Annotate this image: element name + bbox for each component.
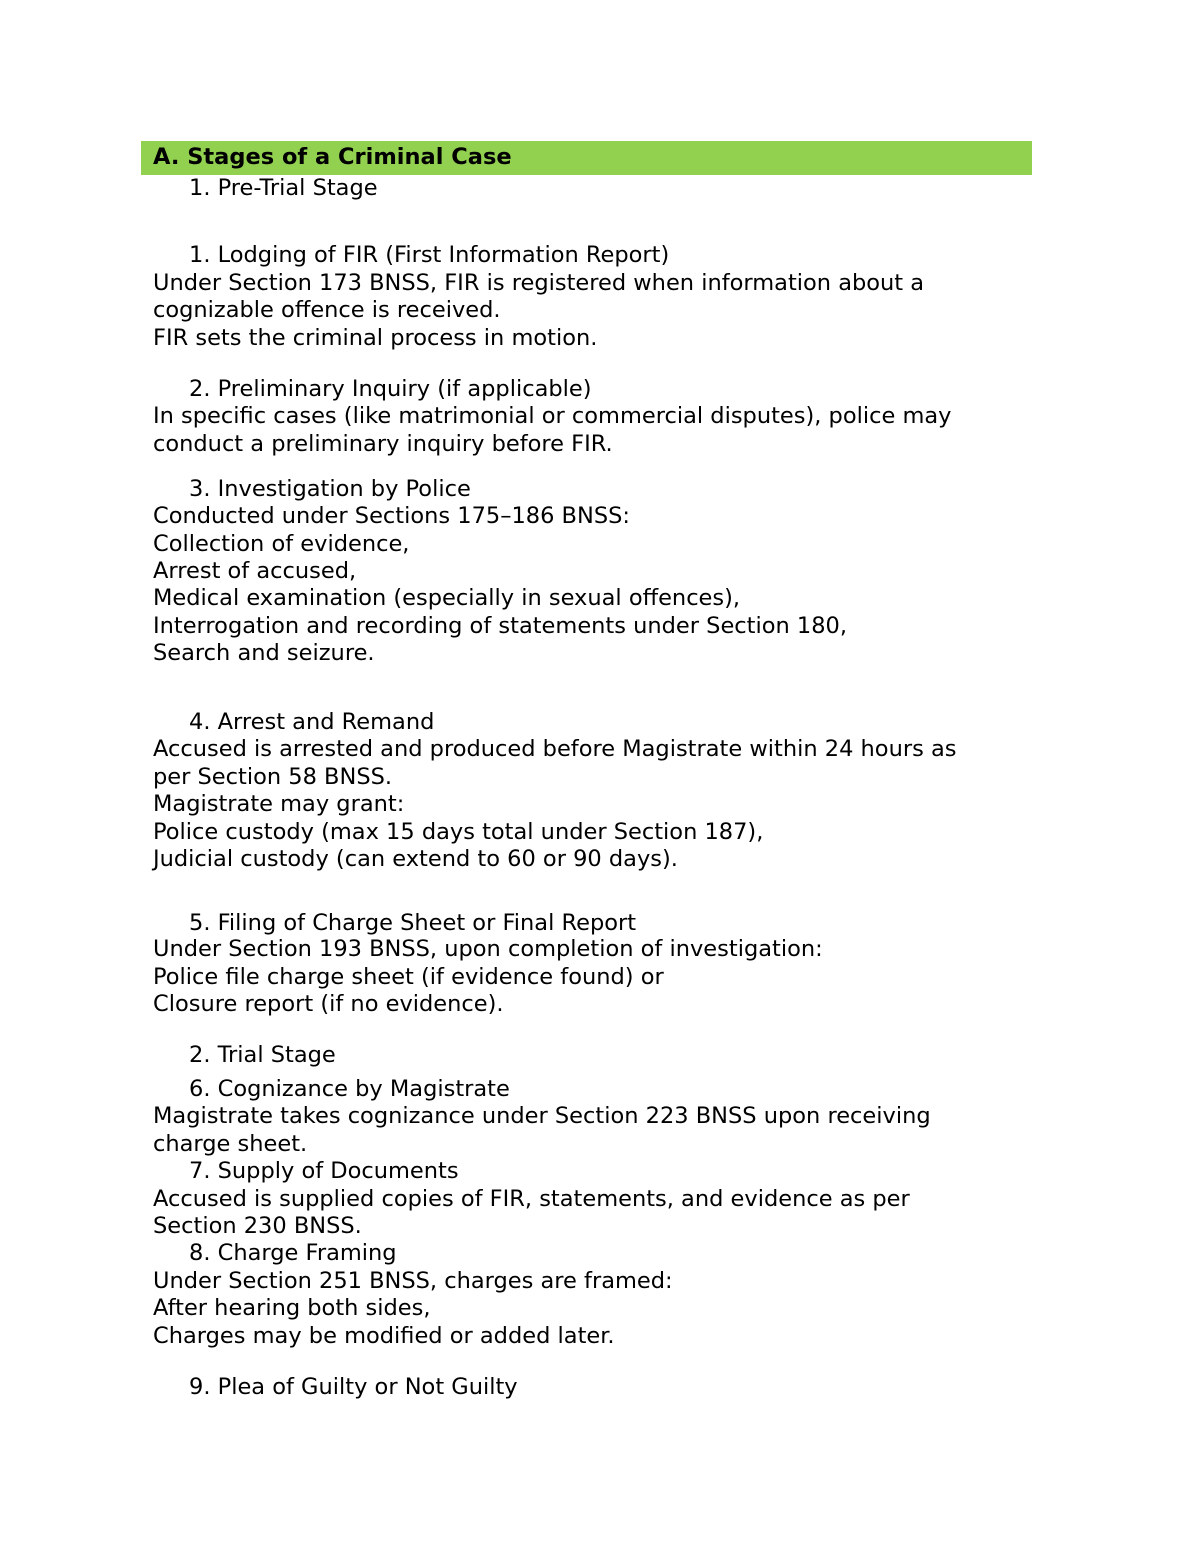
body-line: Magistrate may grant: <box>153 791 405 817</box>
step-heading: 2. Preliminary Inquiry (if applicable) <box>189 376 592 402</box>
body-line: Police file charge sheet (if evidence found) or <box>153 964 664 990</box>
body-line: After hearing both sides, <box>153 1295 431 1321</box>
section-heading: A. Stages of a Criminal Case <box>153 144 512 170</box>
body-line: Under Section 193 BNSS, upon completion of investigation: <box>153 936 823 962</box>
body-line: FIR sets the criminal process in motion. <box>153 325 598 351</box>
body-line: Accused is supplied copies of FIR, statements, and evidence as per <box>153 1186 910 1212</box>
step-heading: 5. Filing of Charge Sheet or Final Report <box>189 910 637 936</box>
step-heading: 6. Cognizance by Magistrate <box>189 1076 510 1102</box>
step-heading: 4. Arrest and Remand <box>189 709 435 735</box>
body-line: Police custody (max 15 days total under Section 187), <box>153 819 764 845</box>
body-line: Interrogation and recording of statements under Section 180, <box>153 613 848 639</box>
body-line: Judicial custody (can extend to 60 or 90 days). <box>153 846 678 872</box>
body-line: Charges may be modified or added later. <box>153 1323 615 1349</box>
body-line: Arrest of accused, <box>153 558 357 584</box>
step-heading: 3. Investigation by Police <box>189 476 471 502</box>
step-heading: 7. Supply of Documents <box>189 1158 459 1184</box>
stage-heading: 2. Trial Stage <box>189 1042 336 1068</box>
body-line: Under Section 251 BNSS, charges are framed: <box>153 1268 673 1294</box>
body-line: Magistrate takes cognizance under Section 223 BNSS upon receiving <box>153 1103 931 1129</box>
body-line: charge sheet. <box>153 1131 308 1157</box>
body-line: In specific cases (like matrimonial or commercial disputes), police may <box>153 403 952 429</box>
body-line: Conducted under Sections 175–186 BNSS: <box>153 503 630 529</box>
section-heading-bar <box>141 141 1032 175</box>
body-line: Closure report (if no evidence). <box>153 991 504 1017</box>
body-line: Section 230 BNSS. <box>153 1213 362 1239</box>
body-line: cognizable offence is received. <box>153 297 501 323</box>
body-line: Accused is arrested and produced before Magistrate within 24 hours as <box>153 736 957 762</box>
body-line: Collection of evidence, <box>153 531 410 557</box>
step-heading: 8. Charge Framing <box>189 1240 397 1266</box>
body-line: per Section 58 BNSS. <box>153 764 393 790</box>
stage-heading: 1. Pre-Trial Stage <box>189 175 378 201</box>
body-line: conduct a preliminary inquiry before FIR. <box>153 431 613 457</box>
body-line: Medical examination (especially in sexual offences), <box>153 585 741 611</box>
step-heading: 9. Plea of Guilty or Not Guilty <box>189 1374 518 1400</box>
body-line: Under Section 173 BNSS, FIR is registered when information about a <box>153 270 925 296</box>
body-line: Search and seizure. <box>153 640 375 666</box>
step-heading: 1. Lodging of FIR (First Information Report) <box>189 242 670 268</box>
